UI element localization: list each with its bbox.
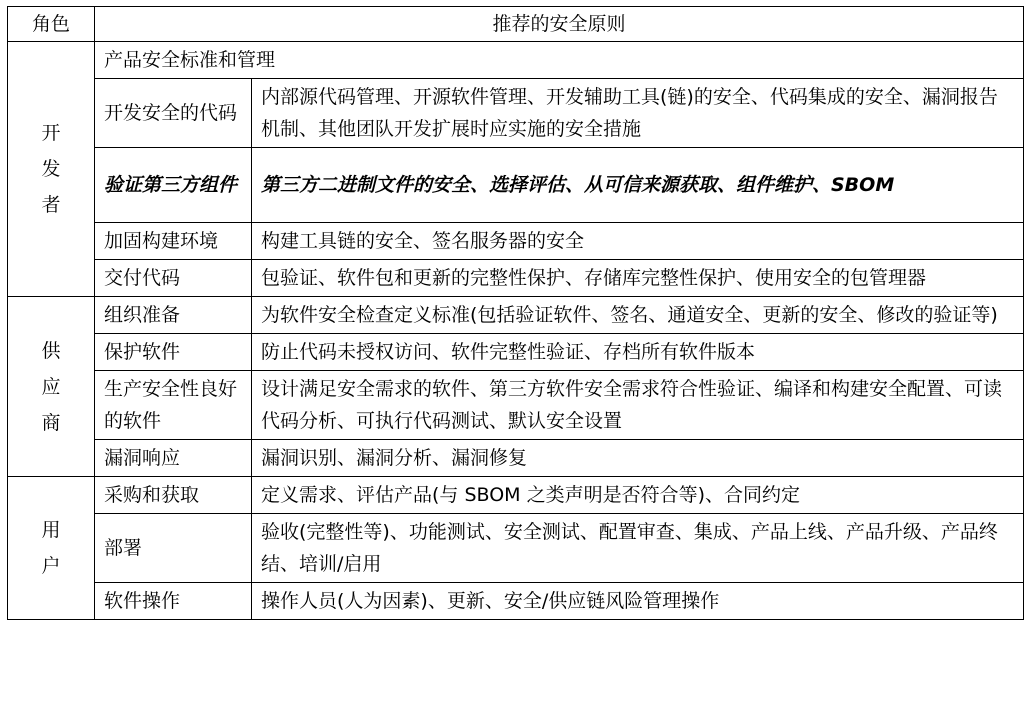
- table-row: [8, 260, 1024, 297]
- role-cell-supplier: 供 应 商: [8, 297, 95, 477]
- table-row: [8, 371, 1024, 440]
- table-row: [8, 514, 1024, 583]
- table-row: [8, 477, 1024, 514]
- detail-cell: 漏洞识别、漏洞分析、漏洞修复: [252, 440, 1024, 477]
- detail-cell: 第三方二进制文件的安全、选择评估、从可信来源获取、组件维护、SBOM: [252, 148, 1024, 223]
- detail-cell: 定义需求、评估产品(与 SBOM 之类声明是否符合等)、合同约定: [252, 477, 1024, 514]
- table-row: [8, 297, 1024, 334]
- category-cell: 组织准备: [95, 297, 252, 334]
- detail-cell: 设计满足安全需求的软件、第三方软件安全需求符合性验证、编译和构建安全配置、可读代码分析、可执行代码测试、默认安全设置: [252, 371, 1024, 440]
- category-cell: 交付代码: [95, 260, 252, 297]
- table-row: [8, 583, 1024, 620]
- role-cell-user: 用 户: [8, 477, 95, 620]
- header-principles: 推荐的安全原则: [95, 7, 1024, 42]
- category-cell: 部署: [95, 514, 252, 583]
- table-row: [8, 79, 1024, 148]
- category-cell: 加固构建环境: [95, 223, 252, 260]
- table-row: [8, 42, 1024, 79]
- table-row: [8, 334, 1024, 371]
- detail-cell: 操作人员(人为因素)、更新、安全/供应链风险管理操作: [252, 583, 1024, 620]
- table-row: [8, 223, 1024, 260]
- category-cell: 保护软件: [95, 334, 252, 371]
- category-cell: 验证第三方组件: [95, 148, 252, 223]
- detail-cell: 包验证、软件包和更新的完整性保护、存储库完整性保护、使用安全的包管理器: [252, 260, 1024, 297]
- role-cell-developer: 开 发 者: [8, 42, 95, 297]
- detail-cell: 构建工具链的安全、签名服务器的安全: [252, 223, 1024, 260]
- category-cell: 生产安全性良好的软件: [95, 371, 252, 440]
- developer-intro: 产品安全标准和管理: [95, 42, 1024, 79]
- table-row: [8, 148, 1024, 223]
- category-cell: 软件操作: [95, 583, 252, 620]
- detail-cell: 验收(完整性等)、功能测试、安全测试、配置审查、集成、产品上线、产品升级、产品终结、培训/启用: [252, 514, 1024, 583]
- detail-cell: 为软件安全检查定义标准(包括验证软件、签名、通道安全、更新的安全、修改的验证等): [252, 297, 1024, 334]
- detail-cell: 防止代码未授权访问、软件完整性验证、存档所有软件版本: [252, 334, 1024, 371]
- category-cell: 开发安全的代码: [95, 79, 252, 148]
- category-cell: 漏洞响应: [95, 440, 252, 477]
- header-role: 角色: [8, 7, 95, 42]
- category-cell: 采购和获取: [95, 477, 252, 514]
- detail-cell: 内部源代码管理、开源软件管理、开发辅助工具(链)的安全、代码集成的安全、漏洞报告机制、其他团队开发扩展时应实施的安全措施: [252, 79, 1024, 148]
- table-row: [8, 440, 1024, 477]
- table-header-row: [8, 7, 1024, 42]
- security-principles-table: [7, 6, 1024, 620]
